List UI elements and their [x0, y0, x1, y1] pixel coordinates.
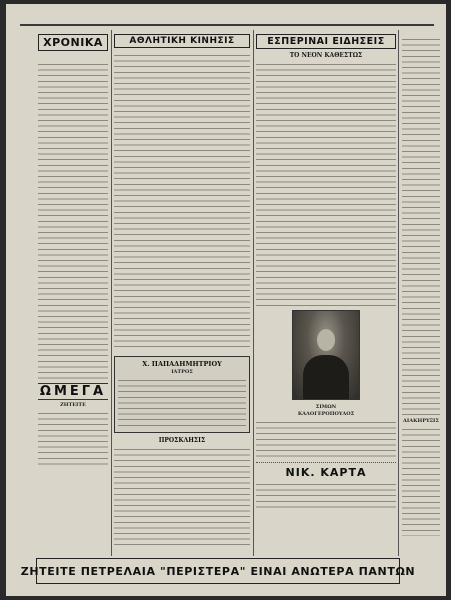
- news-subheading: ΤΟ ΝΕΟΝ ΚΑΘΕΣΤΩΣ: [289, 52, 363, 59]
- footer-banner-text: ΖΗΤΕΙΤΕ ΠΕΤΡΕΛΑΙΑ "ΠΕΡΙΣΤΕΡΑ" ΕΙΝΑΙ ΑΝΩΤΕΡΑ ΠΑΝΤΩΝ: [20, 564, 416, 578]
- section-heading-athletics: ΑΘΛΗΤΙΚΗ ΚΙΝΗΣΙΣ: [114, 34, 250, 48]
- portrait-coat: [303, 355, 349, 399]
- doctor-advert: [114, 356, 250, 433]
- column-right: [402, 34, 440, 554]
- omega-advert: ΩΜΕΓΑ: [39, 383, 107, 399]
- column-chronika: [38, 34, 108, 554]
- section-heading-evening-news: ΕΣΠΕΡΙΝΑΙ ΕΙΔΗΣΕΙΣ: [256, 34, 396, 49]
- portrait-photo: [292, 310, 360, 400]
- omega-subtitle: ΖΗΤΕΙΤΕ: [60, 401, 86, 408]
- column-divider: [111, 30, 112, 556]
- column-evening-news: [256, 34, 396, 554]
- top-rule: [20, 24, 434, 26]
- portrait-caption-last: ΚΑΛΟΓΕΡΟΠΟΥΛΟΣ: [297, 411, 355, 417]
- portrait-face: [317, 329, 335, 351]
- column-divider: [253, 30, 254, 556]
- newspaper-page: [6, 4, 446, 596]
- body-text-block: [38, 61, 108, 379]
- body-text-block: [402, 426, 440, 536]
- body-text-block: [256, 481, 396, 511]
- body-text-block: [38, 410, 108, 466]
- divider: [256, 462, 396, 463]
- body-text-block: [114, 52, 250, 352]
- kart-advert: ΝΙΚ. ΚΑΡΤΑ: [285, 466, 367, 479]
- advert-text: [118, 377, 246, 427]
- column-divider: [398, 30, 399, 556]
- footer-banner: [20, 558, 416, 584]
- body-text: [38, 53, 108, 59]
- proskeisis-heading: ΠΡΟΣΚΛΗΣΙΣ: [158, 437, 206, 444]
- column-athletics: [114, 34, 250, 554]
- doctor-name: Χ. ΠΑΠΑΔΗΜΗΤΡΙΟΥ: [142, 360, 222, 368]
- portrait-caption-first: ΣΙΜΩΝ: [315, 404, 337, 410]
- body-text-block: [256, 61, 396, 306]
- diakhryxis-heading: ΔΙΑΚΗΡΥΞΙΣ: [403, 418, 439, 424]
- body-text-block: [256, 419, 396, 459]
- body-text-block: [114, 446, 250, 546]
- body-text-block: [402, 36, 440, 416]
- section-heading-chronika: ΧΡΟΝΙΚΑ: [38, 34, 108, 51]
- doctor-role: ΙΑΤΡΟΣ: [171, 369, 193, 375]
